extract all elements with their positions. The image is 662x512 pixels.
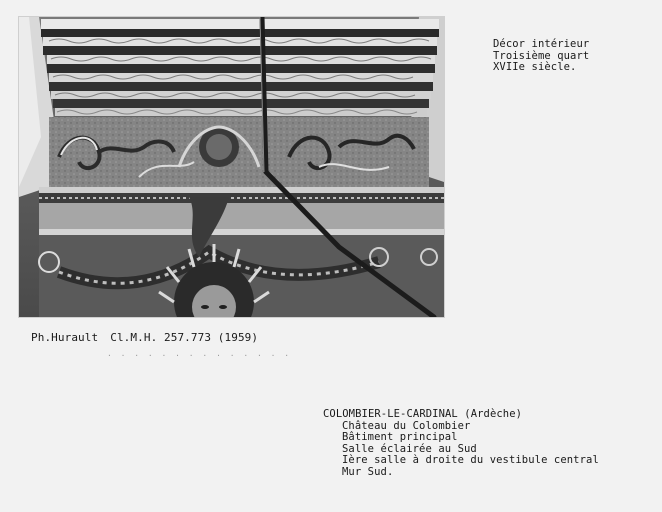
faint-marks: . . . . . . . . . . . . . . xyxy=(107,349,292,358)
caption-line: XVIIe siècle. xyxy=(493,61,577,73)
location-line: Salle éclairée au Sud xyxy=(342,442,477,455)
location-line: Bâtiment principal xyxy=(342,431,458,443)
photographer: Ph.Hurault xyxy=(31,331,99,344)
photo-caption xyxy=(493,39,589,74)
ceiling-beams xyxy=(41,19,439,116)
location-line: Château du Colombier xyxy=(342,419,471,432)
photo-credit xyxy=(31,332,258,344)
location-title: COLOMBIER-LE-CARDINAL (Ardèche) xyxy=(323,408,523,420)
location-block xyxy=(323,409,599,478)
carved-frieze xyxy=(49,117,429,187)
caption-line: Troisième quart xyxy=(493,49,590,62)
location-line: Ière salle à droite du vestibule central xyxy=(342,454,599,466)
caption-line: Décor intérieur xyxy=(493,38,590,50)
ceiling-photograph xyxy=(19,17,444,317)
reference-number: Cl.M.H. 257.773 (1959) xyxy=(110,331,259,344)
photograph-image xyxy=(19,17,444,317)
location-line: Mur Sud. xyxy=(342,465,394,478)
